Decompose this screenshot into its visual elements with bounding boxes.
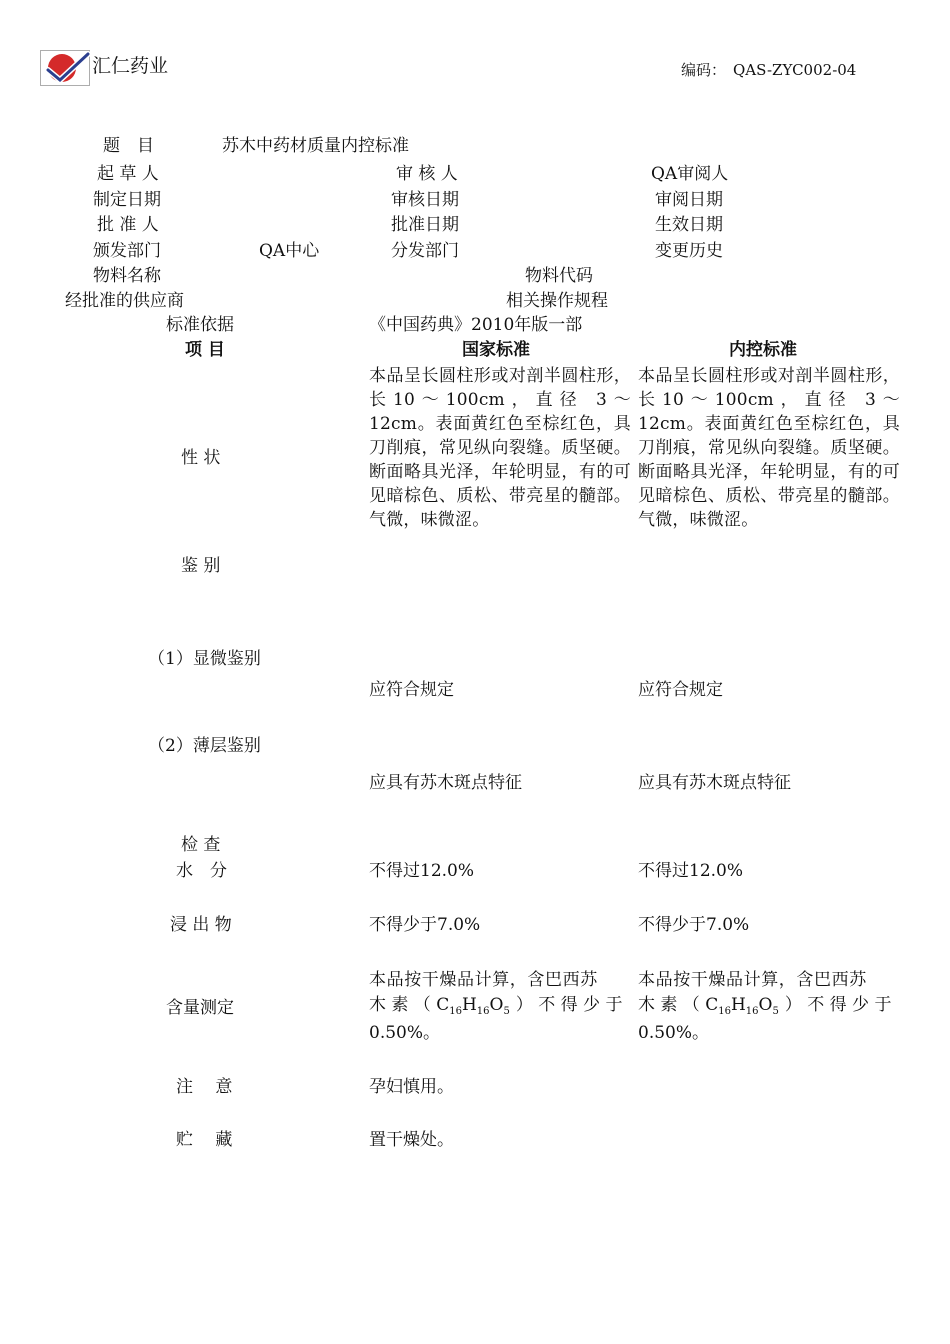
qa-review-date-label: 审阅日期 <box>655 190 723 210</box>
approver-label: 批 准 人 <box>97 215 159 235</box>
draft-date-label: 制定日期 <box>93 190 161 210</box>
basis-label: 标准依据 <box>166 315 234 335</box>
review-date-label: 审核日期 <box>391 190 459 210</box>
storage-label: 贮 藏 <box>176 1130 233 1150</box>
col-header-item: 项 目 <box>185 340 225 360</box>
tlc-ident-national: 应具有苏木斑点特征 <box>369 773 522 793</box>
water-label: 水 分 <box>176 861 227 881</box>
dist-dept-label: 分发部门 <box>391 241 459 261</box>
assay-label: 含量测定 <box>166 998 234 1018</box>
title-value: 苏木中药材质量内控标准 <box>222 136 409 156</box>
extract-label: 浸 出 物 <box>170 915 232 935</box>
check-label: 检 查 <box>181 835 221 855</box>
micro-ident-label: （1）显微鉴别 <box>148 649 261 669</box>
micro-ident-national: 应符合规定 <box>369 680 454 700</box>
col-header-internal: 内控标准 <box>729 340 797 360</box>
assay-national-line3: 0.50%。 <box>369 1023 441 1043</box>
traits-label: 性 状 <box>181 448 221 468</box>
issue-dept-label: 颁发部门 <box>93 241 161 261</box>
traits-internal: 本品呈长圆柱形或对剖半圆柱形，长10～100cm，直径 3～12cm。表面黄红色至棕红色，具刀削痕，常见纵向裂缝。质坚硬。断面略具光泽，年轮明显，有的可见暗棕色、质松、带亮星的髓部。气微，味微涩。 <box>638 366 900 530</box>
assay-internal-line2: 木 素 （ $C_{16}H_{16}O_5$ ） 不 得 少 于 <box>638 995 892 1017</box>
tlc-ident-label: （2）薄层鉴别 <box>148 736 261 756</box>
caution-value: 孕妇慎用。 <box>369 1077 454 1097</box>
storage-value: 置干燥处。 <box>369 1130 454 1150</box>
material-code-label: 物料代码 <box>525 266 593 286</box>
title-label: 题 目 <box>103 136 154 156</box>
tlc-ident-internal: 应具有苏木斑点特征 <box>638 773 791 793</box>
traits-national: 本品呈长圆柱形或对剖半圆柱形，长10～100cm，直径 3～12cm。表面黄红色至棕红色，具刀削痕，常见纵向裂缝。质坚硬。断面略具光泽，年轮明显，有的可见暗棕色、质松、带亮星的髓部。气微，味微涩。 <box>369 366 631 530</box>
sop-label: 相关操作规程 <box>506 291 608 311</box>
assay-national-line2: 木 素 （ $C_{16}H_{16}O_5$ ） 不 得 少 于 <box>369 995 623 1017</box>
logo-icon <box>40 50 90 86</box>
assay-internal-line1: 本品按干燥品计算，含巴西苏 <box>638 970 867 990</box>
approve-date-label: 批准日期 <box>391 215 459 235</box>
basis-value: 《中国药典》2010年版一部 <box>369 315 583 335</box>
assay-internal-line3: 0.50%。 <box>638 1023 710 1043</box>
water-national: 不得过12.0% <box>369 861 475 881</box>
company-name: 汇仁药业 <box>92 55 169 77</box>
doc-code-value: QAS-ZYC002-04 <box>733 61 857 79</box>
extract-internal: 不得少于7.0% <box>638 915 750 935</box>
micro-ident-internal: 应符合规定 <box>638 680 723 700</box>
supplier-label: 经批准的供应商 <box>65 291 184 311</box>
effective-date-label: 生效日期 <box>655 215 723 235</box>
extract-national: 不得少于7.0% <box>369 915 481 935</box>
issue-dept-value: QA中心 <box>259 241 320 261</box>
qa-reviewer-label: QA审阅人 <box>651 164 729 184</box>
ident-label: 鉴 别 <box>181 556 221 576</box>
material-name-label: 物料名称 <box>93 266 161 286</box>
drafter-label: 起 草 人 <box>97 164 159 184</box>
company-logo <box>40 50 90 86</box>
change-history-label: 变更历史 <box>655 241 723 261</box>
assay-national-line1: 本品按干燥品计算，含巴西苏 <box>369 970 598 990</box>
doc-code-label: 编码： <box>681 61 727 79</box>
water-internal: 不得过12.0% <box>638 861 744 881</box>
col-header-national: 国家标准 <box>462 340 530 360</box>
reviewer-label: 审 核 人 <box>396 164 458 184</box>
caution-label: 注 意 <box>176 1077 233 1097</box>
